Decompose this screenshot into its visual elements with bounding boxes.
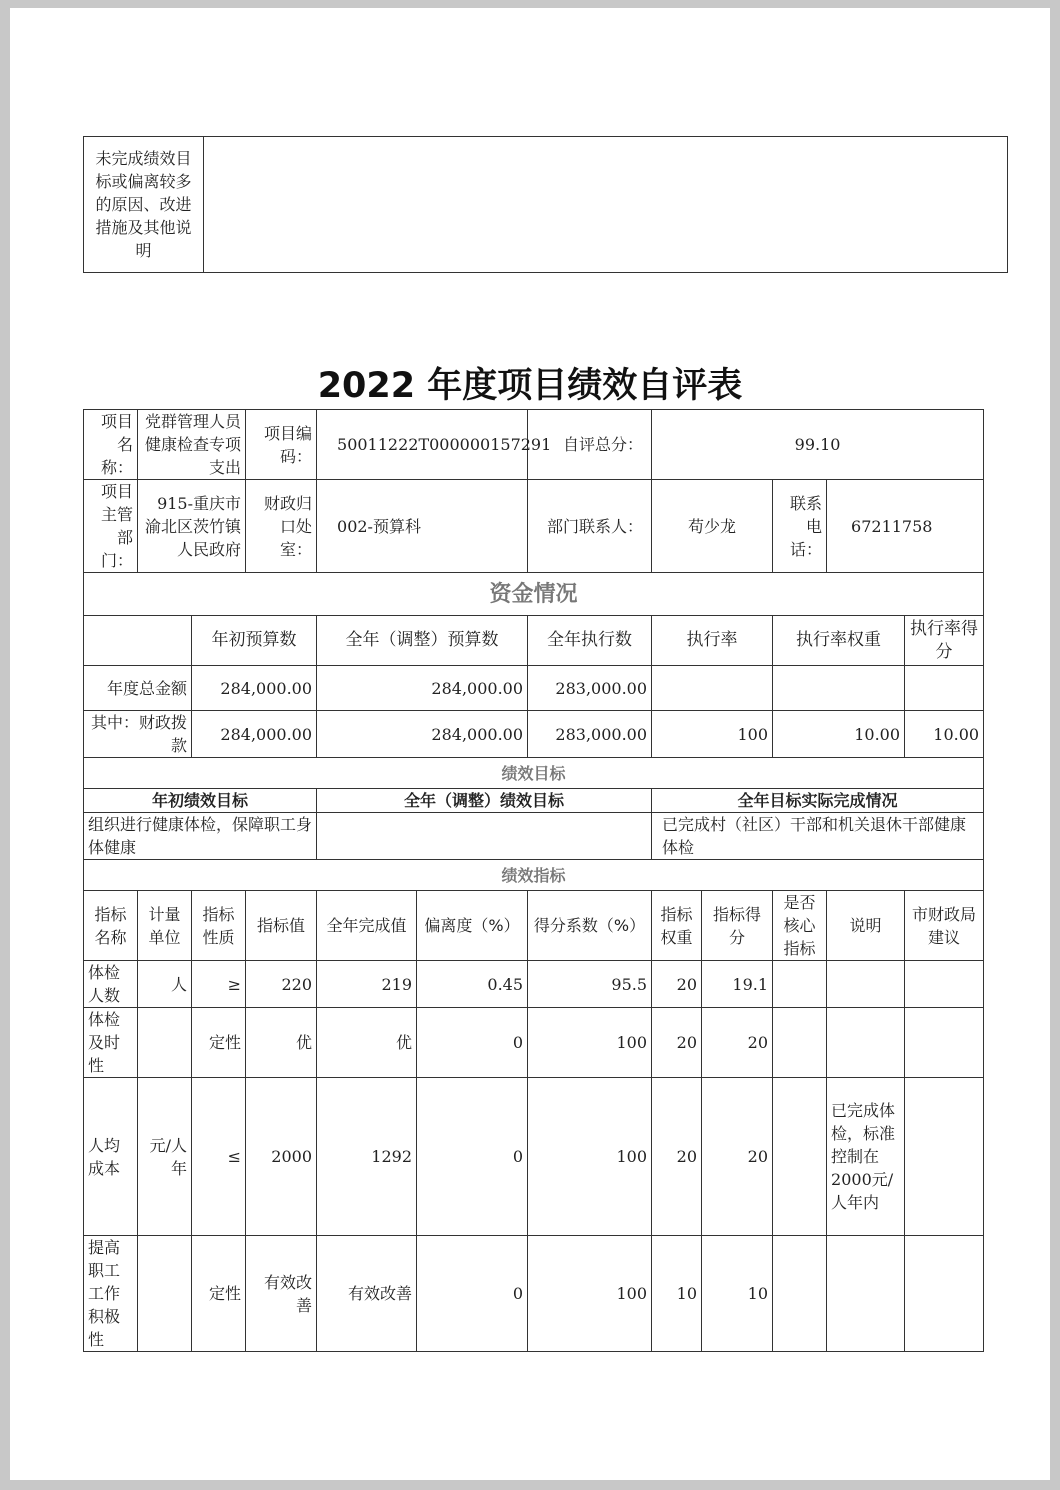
ind-weight: 20 — [652, 1008, 702, 1078]
explanation-label: 未完成绩效目标或偏离较多的原因、改进措施及其他说明 — [84, 137, 204, 273]
dept-label: 项目主管部门： — [84, 480, 138, 573]
ind-target: 220 — [246, 961, 317, 1008]
ind-score: 20 — [702, 1078, 773, 1236]
funds-header-rate: 执行率 — [652, 616, 773, 666]
phone-label: 联系电话： — [773, 480, 827, 573]
ind-name: 提高职工工作积极性 — [84, 1236, 138, 1352]
ind-coef: 100 — [528, 1078, 652, 1236]
funds-budget: 284,000.00 — [192, 666, 317, 711]
funds-header-adjusted: 全年（调整）预算数 — [317, 616, 528, 666]
ind-header-weight: 指标权重 — [652, 891, 702, 961]
funds-adjusted: 284,000.00 — [317, 711, 528, 758]
ind-header-actual: 全年完成值 — [317, 891, 417, 961]
goals-header-actual: 全年目标实际完成情况 — [652, 789, 984, 813]
ind-core — [773, 1008, 827, 1078]
goals-header-initial: 年初绩效目标 — [84, 789, 317, 813]
ind-target: 有效改善 — [246, 1236, 317, 1352]
ind-coef: 100 — [528, 1236, 652, 1352]
ind-nature: 定性 — [192, 1008, 246, 1078]
funds-header-budget: 年初预算数 — [192, 616, 317, 666]
ind-score: 19.1 — [702, 961, 773, 1008]
ind-core — [773, 1078, 827, 1236]
project-name: 党群管理人员健康检查专项支出 — [138, 410, 246, 480]
ind-coef: 100 — [528, 1008, 652, 1078]
funds-adjusted: 284,000.00 — [317, 666, 528, 711]
indicator-row — [84, 961, 984, 1008]
goals-header-adjusted: 全年（调整）绩效目标 — [317, 789, 652, 813]
ind-actual: 1292 — [317, 1078, 417, 1236]
ind-advice — [905, 1236, 984, 1352]
indicators-section-title: 绩效指标 — [84, 860, 984, 891]
ind-note — [827, 1008, 905, 1078]
funds-executed: 283,000.00 — [528, 666, 652, 711]
ind-note: 已完成体检，标准控制在2000元/人年内 — [827, 1078, 905, 1236]
ind-score: 10 — [702, 1236, 773, 1352]
funds-header-score: 执行率得分 — [905, 616, 984, 666]
ind-core — [773, 961, 827, 1008]
ind-nature: 定性 — [192, 1236, 246, 1352]
goal-adjusted — [317, 813, 652, 860]
funds-row-label: 其中：财政拨款 — [84, 711, 192, 758]
explanation-value — [204, 137, 1008, 273]
ind-nature: ≥ — [192, 961, 246, 1008]
self-score-label: 自评总分： — [528, 410, 652, 480]
ind-weight: 10 — [652, 1236, 702, 1352]
ind-deviation: 0.45 — [417, 961, 528, 1008]
ind-deviation: 0 — [417, 1078, 528, 1236]
contact-label: 部门联系人： — [528, 480, 652, 573]
ind-name: 体检及时性 — [84, 1008, 138, 1078]
funds-header-executed: 全年执行数 — [528, 616, 652, 666]
page-title: 2022 年度项目绩效自评表 — [317, 366, 743, 406]
funds-weight — [773, 666, 905, 711]
explanation-table — [83, 136, 1008, 273]
funds-row — [84, 666, 984, 711]
ind-nature: ≤ — [192, 1078, 246, 1236]
funds-row-label: 年度总金额 — [84, 666, 192, 711]
ind-header-name: 指标名称 — [84, 891, 138, 961]
document-page — [10, 8, 1050, 1480]
ind-name: 人均成本 — [84, 1078, 138, 1236]
finance-label: 财政归口处室： — [246, 480, 317, 573]
ind-header-unit: 计量单位 — [138, 891, 192, 961]
ind-header-core: 是否核心指标 — [773, 891, 827, 961]
ind-weight: 20 — [652, 961, 702, 1008]
ind-name: 体检人数 — [84, 961, 138, 1008]
project-code-label: 项目编码： — [246, 410, 317, 480]
ind-actual: 219 — [317, 961, 417, 1008]
ind-coef: 95.5 — [528, 961, 652, 1008]
funds-budget: 284,000.00 — [192, 711, 317, 758]
ind-target: 优 — [246, 1008, 317, 1078]
finance-dept: 002-预算科 — [317, 480, 528, 573]
ind-unit: 元/人年 — [138, 1078, 192, 1236]
funds-weight: 10.00 — [773, 711, 905, 758]
ind-core — [773, 1236, 827, 1352]
dept: 915-重庆市渝北区茨竹镇人民政府 — [138, 480, 246, 573]
ind-header-score: 指标得分 — [702, 891, 773, 961]
indicator-row — [84, 1008, 984, 1078]
indicator-row — [84, 1078, 984, 1236]
ind-header-target: 指标值 — [246, 891, 317, 961]
ind-weight: 20 — [652, 1078, 702, 1236]
project-name-label: 项目名称： — [84, 410, 138, 480]
ind-unit — [138, 1008, 192, 1078]
funds-section-title: 资金情况 — [84, 573, 984, 616]
funds-executed: 283,000.00 — [528, 711, 652, 758]
ind-header-note: 说明 — [827, 891, 905, 961]
ind-score: 20 — [702, 1008, 773, 1078]
funds-score — [905, 666, 984, 711]
project-code: 50011222T000000157291 — [317, 410, 528, 480]
ind-unit — [138, 1236, 192, 1352]
ind-advice — [905, 1008, 984, 1078]
self-evaluation-table — [83, 409, 984, 1352]
ind-actual: 有效改善 — [317, 1236, 417, 1352]
funds-header-weight: 执行率权重 — [773, 616, 905, 666]
ind-header-nature: 指标性质 — [192, 891, 246, 961]
phone: 67211758 — [827, 480, 984, 573]
ind-advice — [905, 961, 984, 1008]
funds-header-blank — [84, 616, 192, 666]
ind-actual: 优 — [317, 1008, 417, 1078]
ind-note — [827, 1236, 905, 1352]
ind-target: 2000 — [246, 1078, 317, 1236]
indicator-row — [84, 1236, 984, 1352]
funds-rate — [652, 666, 773, 711]
ind-header-coef: 得分系数（%） — [528, 891, 652, 961]
funds-row — [84, 711, 984, 758]
goal-actual: 已完成村（社区）干部和机关退休干部健康体检 — [652, 813, 984, 860]
ind-header-deviation: 偏离度（%） — [417, 891, 528, 961]
ind-header-advice: 市财政局建议 — [905, 891, 984, 961]
ind-deviation: 0 — [417, 1236, 528, 1352]
goal-initial: 组织进行健康体检，保障职工身体健康 — [84, 813, 317, 860]
ind-advice — [905, 1078, 984, 1236]
ind-note — [827, 961, 905, 1008]
goals-section-title: 绩效目标 — [84, 758, 984, 789]
self-score: 99.10 — [652, 410, 984, 480]
ind-unit: 人 — [138, 961, 192, 1008]
funds-rate: 100 — [652, 711, 773, 758]
funds-score: 10.00 — [905, 711, 984, 758]
ind-deviation: 0 — [417, 1008, 528, 1078]
contact: 苟少龙 — [652, 480, 773, 573]
